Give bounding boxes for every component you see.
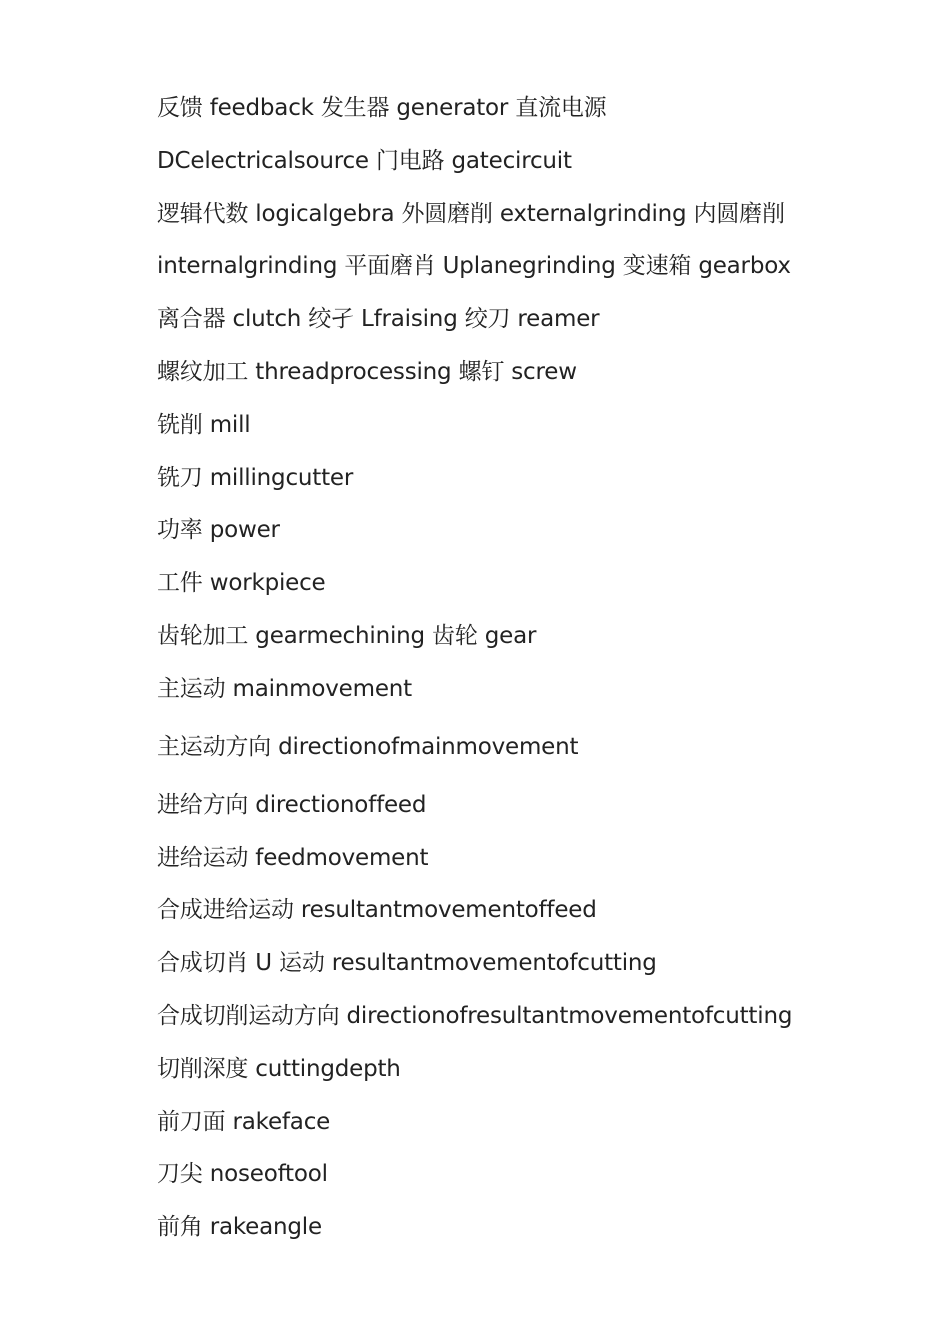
text-line: 离合器 clutch 绞孑 Lfraising 绞刀 reamer [157,306,600,333]
vocabulary-list [157,88,857,1260]
text-line: 铣削 mill [157,411,251,438]
text-line: 逻辑代数 logicalgebra 外圆磨削 externalgrinding 内圆磨削 [157,200,785,227]
text-line: 进给方向 directionoffeed [157,791,427,818]
text-line: DCelectricalsource 门电路 gatecircuit [157,147,572,174]
text-line: 刀尖 noseoftool [157,1161,328,1188]
text-line: 进给运动 feedmovement [157,844,429,871]
text-line: 合成切肖 U 运动 resultantmovementofcutting [157,950,657,977]
text-line: 合成进给运动 resultantmovementoffeed [157,897,597,924]
text-line: 主运动方向 directionofmainmovement [157,733,579,760]
text-line: 主运动 mainmovement [157,675,412,702]
text-line: 反馈 feedback 发生器 generator 直流电源 [157,95,607,121]
text-line: 前刀面 rakeface [157,1108,331,1135]
text-line: 铣刀 millingcutter [157,464,354,491]
text-line: 切削深度 cuttingdepth [157,1055,401,1082]
text-line: 螺纹加工 threadprocessing 螺钉 screw [157,358,577,385]
text-line: 工件 workpiece [157,570,326,597]
text-line: 功率 power [157,517,280,544]
text-line: 前角 rakeangle [157,1214,322,1241]
text-line: 合成切削运动方向 directionofresultantmovementofcutting [157,1002,793,1029]
text-line: 齿轮加工 gearmechining 齿轮 gear [157,622,537,649]
text-line: internalgrinding 平面磨肖 Uplanegrinding 变速箱 gearbox [157,253,791,280]
